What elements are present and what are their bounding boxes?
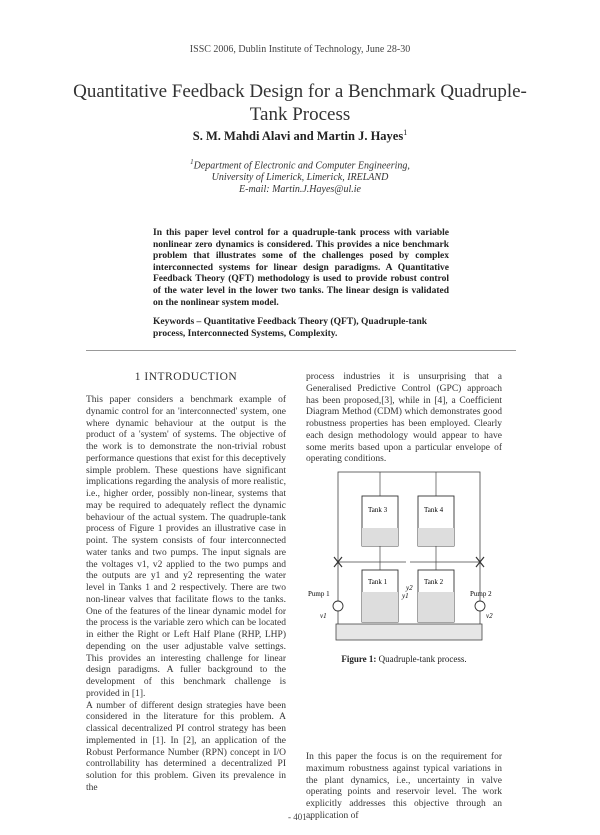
- divider: [86, 350, 516, 351]
- pump-1-label: Pump 1: [308, 590, 330, 598]
- paragraph-1: This paper considers a benchmark example of dynamic control for an 'interconnected' system, one where dynamic behaviour at the output is the product of a 'system' of systems. The objective of the work is to demonstrate the non-trivial robust performance questions that exist for this deceptively simple problem. These questions have significant implications regarding the analysis of more realistic, i.e., higher order, possibly non-linear, systems that may be required to adequately reflect the dynamic behaviour of the actual system. The quadruple-tank process of Figure 1 provides an illustrative case in point. The system consists of four interconnected water tanks and two pumps. The input signals are the voltages v1, v2 applied to the two pumps and the outputs are y1 and y2 representing the water level in Tanks 1 and 2 respectively. There are two non-linear valves that facilitate flows to the tanks. One of the features of the linear dynamic model for the process is the variable zero which can be located in either the Right or Left Half Plane (RHP, LHP) depending on the user adjustable valve settings. This provides an interesting challenge for linear design paradigms. A fuller background to the development of this benchmark challenge is provided in [1].: [86, 395, 286, 699]
- quadruple-tank-figure: [306, 466, 502, 644]
- pump-2-label: Pump 2: [470, 590, 492, 598]
- affiliation-email: E-mail: Martin.J.Hayes@ul.ie: [239, 184, 361, 196]
- v1-label: v1: [320, 612, 327, 620]
- tank-2-water: [418, 592, 454, 622]
- pump-2-icon: [475, 601, 485, 611]
- tank-1-label: Tank 1: [368, 578, 388, 586]
- pump-1-icon: [333, 601, 343, 611]
- figure-caption-text: Quadruple-tank process.: [378, 654, 467, 664]
- author-names: S. M. Mahdi Alavi and Martin J. Hayes: [192, 129, 404, 144]
- right-column-bottom: In this paper the focus is on the requirement for maximum robustness against typical variations in the plant dynamics, i.e., uncertainty in valve operating points and reservoir level. The work explicitly addresses this objective through an application of: [306, 752, 502, 821]
- y1-label: y1: [402, 592, 409, 600]
- affiliation-superscript: 1: [190, 158, 194, 166]
- left-column: [86, 395, 286, 795]
- paper-title: Quantitative Feedback Design for a Benchmark Quadruple-Tank Process: [73, 81, 527, 125]
- tank-3-label: Tank 3: [368, 506, 388, 514]
- right-column-top: process industries it is unsurprising that a Generalised Predictive Control (GPC) approach has been proposed,[3], while in [4], a Coefficient Diagram Method (CDM) which demonstrates good robustness properties has been employed. Clearly each design methodology would appear to have some merits based upon a particular envelope of operating conditions.: [306, 372, 502, 465]
- authors: [0, 128, 600, 144]
- tank-2-label: Tank 2: [424, 578, 444, 586]
- affiliation-line-2: University of Limerick, Limerick, IRELAND: [211, 172, 389, 184]
- abstract: In this paper level control for a quadruple-tank process with variable nonlinear zero dynamics is considered. This provides a nice benchmark problem that illustrates some of the challenges posed by complex interconnected systems for linear design paradigms. A Quantitative Feedback Theory (QFT) methodology is used to provide robust control of the water level in the lower two tanks. The linear design is validated on the nonlinear system model.: [153, 228, 449, 308]
- y2-label: y2: [406, 584, 413, 592]
- v2-label: v2: [486, 612, 493, 620]
- tank-diagram: [306, 466, 502, 644]
- conference-header: ISSC 2006, Dublin Institute of Technology, June 28-30: [189, 44, 411, 55]
- tank-4-water: [418, 528, 454, 546]
- tank-1-water: [362, 592, 398, 622]
- affiliation-line-1: $^1$Department of Electronic and Computer Engineering,: [190, 158, 410, 172]
- tank-4-label: Tank 4: [424, 506, 444, 514]
- reservoir: [336, 624, 482, 640]
- pipe-frame: [338, 472, 480, 632]
- figure-caption: [306, 654, 502, 664]
- keywords: Keywords – Quantitative Feedback Theory (QFT), Quadruple-tank process, Interconnected Systems, Complexity.: [153, 317, 428, 339]
- figure-caption-label: Figure 1:: [341, 654, 377, 664]
- page-number: - 401 -: [288, 812, 312, 822]
- section-title: 1 INTRODUCTION: [134, 371, 238, 383]
- author-superscript: 1: [403, 128, 408, 137]
- affiliation: [0, 156, 600, 196]
- tank-3-water: [362, 528, 398, 546]
- paragraph-2: A number of different design strategies have been considered in the literature for this problem. A classical decentralized PI control strategy has been implemented in [1]. In [2], an application of the Robust Performance Number (RPN) concept in I/O controllability has determined a decentralized PI solution for this problem. Given its prevalence in the: [86, 700, 286, 793]
